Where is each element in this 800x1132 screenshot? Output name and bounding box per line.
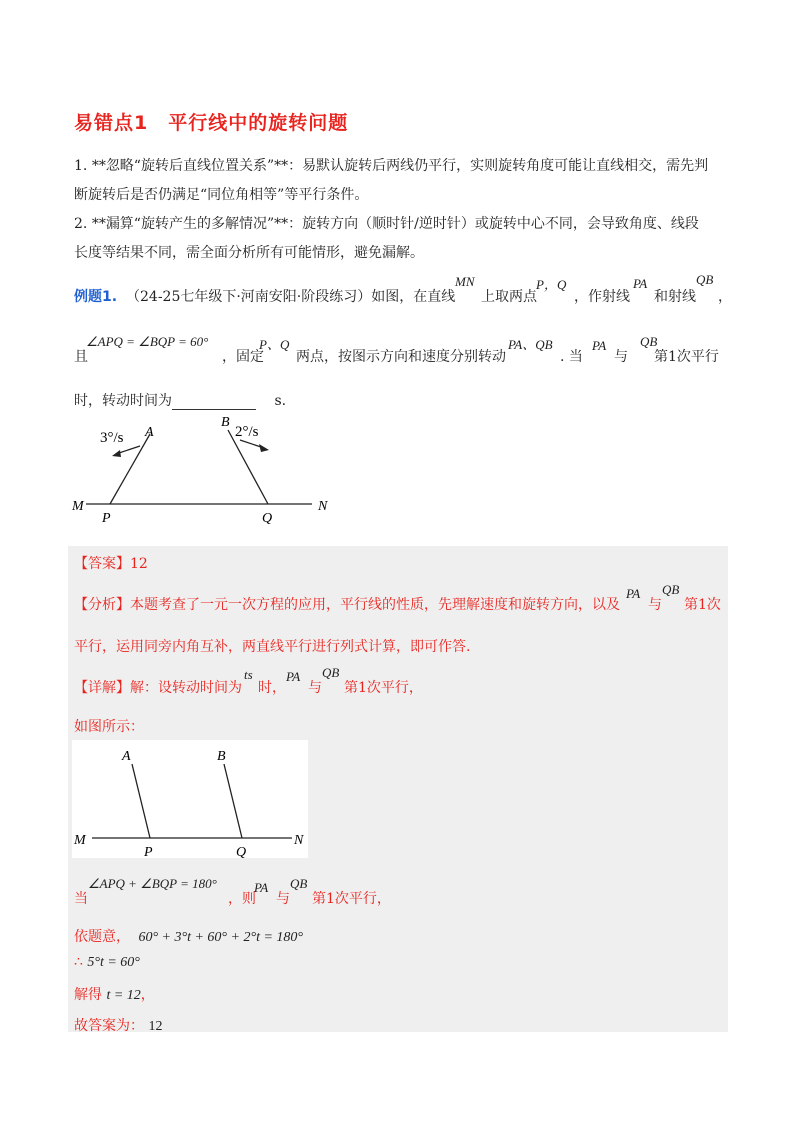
point-m-label: M — [74, 833, 86, 848]
arrow-a-head — [112, 450, 121, 457]
title-label: 易错点1 — [74, 112, 149, 134]
detail-text: 第1次平行， — [344, 680, 423, 696]
math-qb: QB — [290, 876, 308, 891]
detail-line-final — [74, 1015, 162, 1035]
example-label: 例题1. — [74, 289, 118, 305]
figure-2-bg — [72, 740, 308, 858]
point-text: 长度等结果不同，需全面分析所有可能情形，避免漏解。 — [74, 245, 424, 261]
figure-note: 如图所示： — [74, 719, 144, 735]
point-n-label: N — [294, 833, 304, 848]
point-m-label: M — [72, 499, 84, 514]
point-n-label: N — [318, 499, 328, 514]
math-pq: P、Q — [259, 337, 290, 352]
speed-a-label: 3°/s — [100, 430, 124, 446]
example-text: 和射线 — [654, 289, 696, 305]
math-qb: QB — [696, 272, 714, 287]
detail-line-eq2 — [74, 954, 140, 971]
math-qb: QB — [662, 582, 680, 597]
point-b-label: B — [221, 415, 230, 430]
answer-blank — [172, 395, 256, 410]
ray-qb — [228, 430, 268, 504]
figure-1 — [68, 412, 348, 528]
example-line-1 — [74, 272, 734, 316]
example-source: （24-25七年级下·河南安阳·阶段练习）如图，在直线 — [126, 289, 456, 305]
detail-line-solution — [74, 984, 155, 1004]
detail-tag: 【详解】 — [74, 680, 130, 696]
speed-b-label: 2°/s — [235, 424, 259, 440]
math-qb: QB — [640, 334, 658, 349]
example-text: 第1次平行 — [654, 349, 719, 365]
example-text: ， — [718, 289, 732, 305]
point-q-label: Q — [262, 511, 273, 526]
detail-line-eq1 — [74, 926, 303, 946]
math-pa-qb: PA、QB — [508, 337, 553, 352]
example-text: ，固定 — [222, 349, 264, 365]
detail-text: 解得 — [74, 987, 102, 1003]
math-pa: PA — [592, 338, 607, 353]
arrow-b-head — [259, 444, 269, 452]
answer-value: 12 — [130, 556, 148, 572]
example-line-3 — [74, 390, 734, 410]
example-text: 且 — [74, 349, 88, 365]
answer-tag: 【答案】 — [74, 556, 130, 572]
math-pa: PA — [626, 586, 641, 601]
point-a-label: A — [122, 749, 131, 764]
detail-text: ，则 — [228, 891, 256, 907]
analysis-line-2: 平行，运用同旁内角互补，两直线平行进行列式计算，即可作答. — [74, 639, 471, 655]
math-eq1: 60° + 3°t + 60° + 2°t = 180° — [138, 930, 304, 945]
point-number: 2. — [74, 216, 88, 232]
detail-text: 故答案为： — [74, 1018, 144, 1034]
point-text: 断旋转后是否仍满足“同位角相等”等平行条件。 — [74, 187, 369, 203]
detail-text: 与 — [308, 680, 322, 696]
math-sum-eq: ∠APQ + ∠BQP = 180° — [88, 876, 217, 891]
point-a-label: A — [145, 425, 154, 440]
section-title — [74, 108, 348, 135]
math-pa: PA — [254, 880, 269, 895]
example-text: 两点，按图示方向和速度分别转动 — [296, 349, 506, 365]
point-q-label: Q — [236, 845, 247, 858]
title-text: 平行线中的旋转问题 — [168, 112, 349, 134]
point-p-label: P — [144, 845, 153, 858]
point-number: 1. — [74, 158, 88, 174]
detail-text: ， — [140, 987, 155, 1003]
detail-text: 依题意， — [74, 929, 130, 945]
example-text: . 当 — [560, 349, 583, 365]
point-p-label: P — [102, 511, 111, 526]
math-eq2: 5°t = 60° — [87, 955, 140, 970]
math-angle-eq: ∠APQ = ∠BQP = 60° — [86, 334, 209, 349]
detail-text: 与 — [276, 891, 290, 907]
final-value: 12 — [148, 1019, 163, 1034]
detail-text: 解：设转动时间为 — [130, 680, 242, 696]
therefore-symbol: ∴ — [74, 954, 83, 970]
detail-text: 第1次平行， — [312, 891, 391, 907]
math-mn: MN — [455, 274, 475, 289]
detail-text: 当 — [74, 891, 88, 907]
math-pq: P，Q — [536, 277, 567, 292]
math-solution: t = 12 — [106, 988, 141, 1003]
unit-text: s. — [274, 393, 287, 409]
point-1 — [74, 152, 734, 210]
detail-line-1 — [74, 665, 734, 703]
analysis-line-1 — [74, 582, 734, 620]
answer-line — [74, 553, 148, 573]
figure-2 — [72, 740, 308, 858]
point-b-label: B — [217, 749, 226, 764]
example-text: 与 — [614, 349, 628, 365]
point-text: **漏算“旋转产生的多解情况”**：旋转方向（顺时针/逆时针）或旋转中心不同，会导致角度、线段 — [91, 216, 699, 232]
analysis-text: 与 — [648, 597, 662, 613]
point-2 — [74, 210, 734, 268]
math-ts: ts — [244, 667, 253, 682]
detail-line-condition — [74, 876, 734, 914]
math-pa: PA — [286, 669, 301, 684]
example-text: 上取两点 — [481, 289, 537, 305]
example-text: 时，转动时间为 — [74, 393, 172, 409]
example-text: ，作射线 — [574, 289, 630, 305]
example-line-2 — [74, 334, 734, 376]
analysis-text: 本题考查了一元一次方程的应用，平行线的性质，先理解速度和旋转方向，以及 — [130, 597, 620, 613]
analysis-text: 第1次 — [684, 597, 721, 613]
analysis-tag: 【分析】 — [74, 597, 130, 613]
math-pa: PA — [633, 276, 648, 291]
point-text: **忽略“旋转后直线位置关系”**：易默认旋转后两线仍平行，实则旋转角度可能让直线相交，需先判 — [91, 158, 709, 174]
detail-text: 时， — [258, 680, 286, 696]
math-qb: QB — [322, 665, 340, 680]
